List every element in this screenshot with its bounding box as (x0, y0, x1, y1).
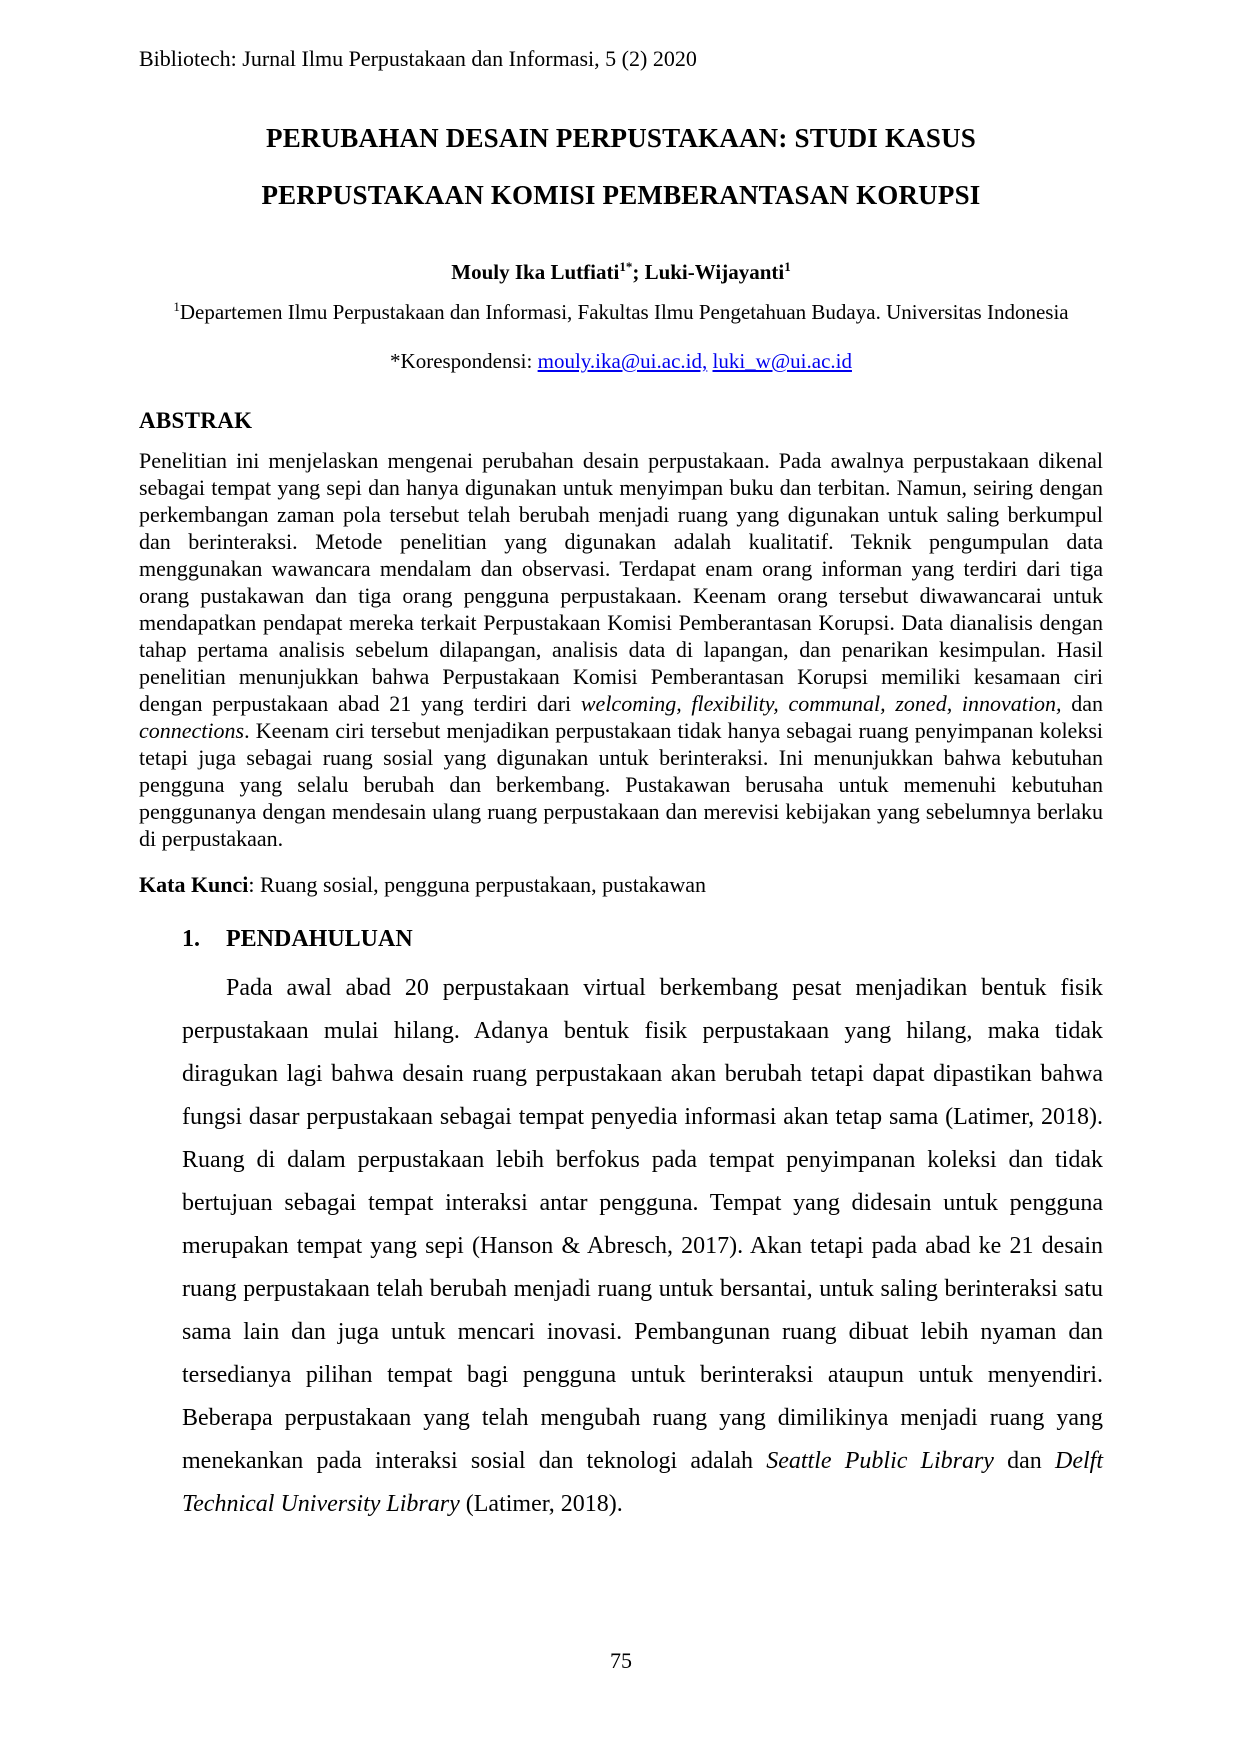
intro-italic-2: Delft Technical University Library (182, 1448, 1104, 1517)
affiliation-superscript: 1 (173, 299, 180, 314)
journal-header: Bibliotech: Jurnal Ilmu Perpustakaan dan Informasi, 5 (2) 2020 (139, 46, 697, 71)
abstract-italic-terms-2: connections (139, 718, 245, 743)
author-1-name: Mouly Ika Lutfiati (451, 260, 620, 284)
email-link-1[interactable]: mouly.ika@ui.ac.id, (537, 349, 708, 373)
abstract-text-1: Penelitian ini menjelaskan mengenai perubahan desain perpustakaan. Pada awalnya perpustakaan dikenal sebagai tempat yang sepi dan hanya digunakan untuk menyimpan buku dan terbitan. Namun, seiring dengan perkembangan zaman pola tersebut telah berubah menjadi ruang yang digunakan untuk saling berkumpul dan berinteraksi. Metode penelitian yang digunakan adalah kualitatif. Teknik pengumpulan data menggunakan wawancara mendalam dan observasi. Terdapat enam orang informan yang terdiri dari tiga orang pustakawan dan tiga orang pengguna perpustakaan. Keenam orang tersebut diwawancarai untuk mendapatkan pendapat mereka terkait Perpustakaan Komisi Pemberantasan Korupsi. Data dianalisis dengan tahap pertama analisis sebelum dilapangan, analisis data di lapangan, dan penarikan kesimpulan. Hasil penelitian menunjukkan bahwa Perpustakaan Komisi Pemberantasan Korupsi memiliki kesamaan ciri dengan perpustakaan abad 21 yang terdiri dari (139, 448, 1103, 716)
email-link-2[interactable]: luki_w@ui.ac.id (712, 349, 852, 373)
authors-separator: ; (632, 260, 645, 284)
author-1-superscript: 1* (619, 259, 633, 274)
abstract-italic-terms-1: welcoming, flexibility, communal, zoned, innovation, (580, 691, 1062, 716)
correspondence-line (139, 348, 1103, 374)
intro-paragraph (182, 967, 1103, 1526)
article-title (139, 110, 1103, 224)
affiliation-text: Departemen Ilmu Perpustakaan dan Informasi, Fakultas Ilmu Pengetahuan Budaya. Universitas Indonesia (179, 300, 1069, 324)
intro-text-3: (Latimer, 2018). (459, 1491, 623, 1517)
intro-text-2: dan (993, 1448, 1056, 1474)
section-title: PENDAHULUAN (226, 926, 413, 952)
abstract-text-2: dan (1061, 691, 1103, 716)
keywords-label: Kata Kunci (139, 872, 249, 897)
section-heading (182, 925, 1103, 954)
keywords-line (139, 871, 1103, 898)
page-content (139, 0, 1103, 1526)
keywords-text: : Ruang sosial, pengguna perpustakaan, pustakawan (248, 872, 707, 897)
section-introduction (182, 925, 1103, 1526)
section-number: 1. (182, 926, 200, 952)
intro-italic-1: Seattle Public Library (766, 1448, 994, 1474)
affiliation (171, 297, 1071, 327)
author-2-superscript: 1 (784, 259, 791, 274)
author-2-name: Luki-Wijayanti (644, 260, 785, 284)
abstract-paragraph (139, 447, 1103, 852)
authors-line (139, 259, 1103, 285)
abstract-text-3: . Keenam ciri tersebut menjadikan perpustakaan tidak hanya sebagai ruang penyimpanan koleksi tetapi juga sebagai ruang sosial yang digunakan untuk berinteraksi. Ini menunjukkan bahwa kebutuhan pengguna yang selalu berubah dan berkembang. Pustakawan berusaha untuk memenuhi kebutuhan penggunanya dengan mendesain ulang ruang perpustakaan dan merevisi kebijakan yang sebelumnya berlaku di perpustakaan. (139, 718, 1103, 851)
intro-text-1: Pada awal abad 20 perpustakaan virtual berkembang pesat menjadikan bentuk fisik perpustakaan mulai hilang. Adanya bentuk fisik perpustakaan yang hilang, maka tidak diragukan lagi bahwa desain ruang perpustakaan akan berubah tetapi dapat dipastikan bahwa fungsi dasar perpustakaan sebagai tempat penyedia informasi akan tetap sama (Latimer, 2018). Ruang di dalam perpustakaan lebih berfokus pada tempat penyimpanan koleksi dan tidak bertujuan sebagai tempat interaksi antar pengguna. Tempat yang didesain untuk pengguna merupakan tempat yang sepi (Hanson & Abresch, 2017). Akan tetapi pada abad ke 21 desain ruang perpustakaan telah berubah menjadi ruang untuk bersantai, untuk saling berinteraksi satu sama lain dan juga untuk mencari inovasi. Pembangunan ruang dibuat lebih nyaman dan tersedianya pilihan tempat bagi pengguna untuk berinteraksi ataupun untuk menyendiri. Beberapa perpustakaan yang telah mengubah ruang yang dimilikinya menjadi ruang yang menekankan pada interaksi sosial dan teknologi adalah (182, 975, 1103, 1474)
correspondence-label: *Korespondensi: (390, 349, 533, 373)
page-number: 75 (610, 1648, 632, 1673)
abstract-heading: ABSTRAK (139, 408, 253, 433)
title-line-2: PERPUSTAKAAN KOMISI PEMBERANTASAN KORUPSI (261, 180, 981, 210)
title-line-1: PERUBAHAN DESAIN PERPUSTAKAAN: STUDI KASUS (266, 123, 976, 153)
